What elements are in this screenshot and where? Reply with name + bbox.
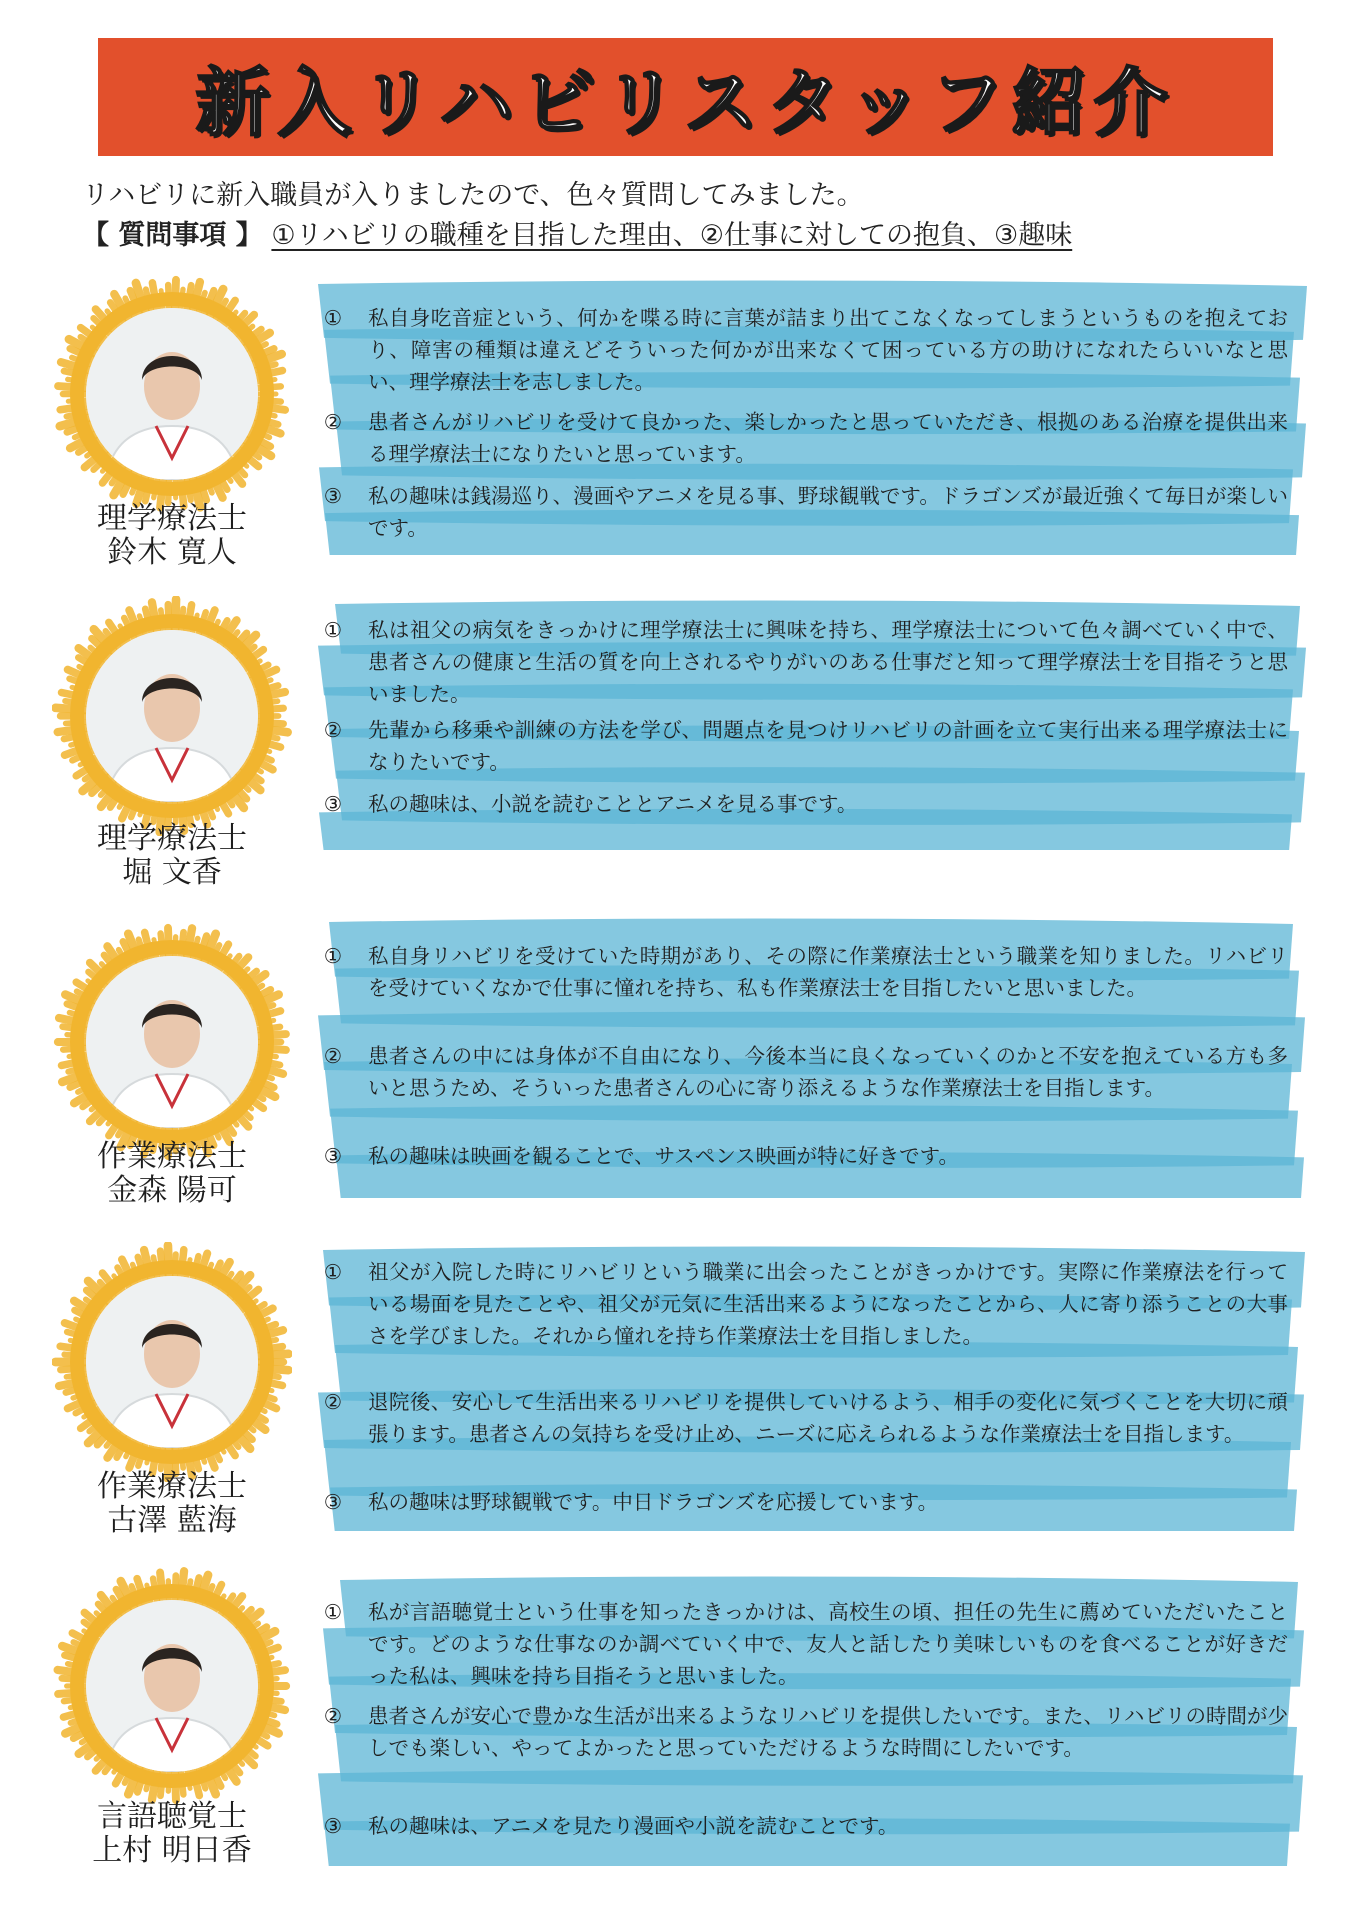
answer-text: 私自身吃音症という、何かを喋る時に言葉が詰まり出てこなくなってしまうというものを抱えており、障害の種類は違えどそういった何かが出来なくて困っている方の助けになれたらいいなと思い、理学療法士を志しました。 bbox=[368, 306, 1288, 394]
question-line bbox=[82, 216, 1282, 256]
question-label: 【 質問事項 】 bbox=[82, 220, 263, 251]
photo-frame bbox=[52, 274, 292, 514]
answer-text: 私は祖父の病気をきっかけに理学療法士に興味を持ち、理学療法士について色々調べていく中で、患者さんの健康と生活の質を向上されるやりがいのある仕事だと知って理学療法士を目指そうと思いました。 bbox=[368, 618, 1288, 706]
answer-number: ① bbox=[323, 618, 343, 642]
answer-number: ③ bbox=[323, 1144, 343, 1168]
answer-panel bbox=[318, 280, 1313, 555]
page-title: 新入リハビリスタッフ紹介 bbox=[195, 60, 1176, 146]
answer-number: ③ bbox=[323, 1490, 343, 1514]
staff-photo bbox=[86, 1600, 258, 1772]
staff-role: 理学療法士 bbox=[97, 821, 247, 856]
staff-photo bbox=[86, 956, 258, 1128]
answer-text: 私が言語聴覚士という仕事を知ったきっかけは、高校生の頃、担任の先生に薦めていただいたことです。どのような仕事なのか調べていく中で、友人と話したり美味しいものを食べることが好きだった私は、興味を持ち目指そうと思いました。 bbox=[368, 1600, 1288, 1688]
staff-name: 鈴木 寛人 bbox=[107, 535, 237, 570]
staff-role: 作業療法士 bbox=[97, 1139, 247, 1174]
answer-text: 私の趣味は映画を観ることで、サスペンス映画が特に好きです。 bbox=[368, 1144, 960, 1168]
staff-card bbox=[0, 918, 1357, 1218]
staff-role: 言語聴覚士 bbox=[97, 1799, 247, 1834]
answer-text: 私の趣味は、小説を読むこととアニメを見る事です。 bbox=[368, 792, 858, 816]
answer-text: 患者さんの中には身体が不自由になり、今後本当に良くなっていくのかと不安を抱えている方も多いと思うため、そういった患者さんの心に寄り添えるような作業療法士を目指します。 bbox=[368, 1044, 1288, 1100]
staff-photo bbox=[86, 630, 258, 802]
photo-frame bbox=[52, 922, 292, 1162]
title-banner bbox=[98, 38, 1273, 156]
photo-frame bbox=[52, 1242, 292, 1482]
answer-text: 退院後、安心して生活出来るリハビリを提供していけるよう、相手の変化に気づくことを大切に頑張ります。患者さんの気持ちを受け止め、ニーズに応えられるような作業療法士を目指します。 bbox=[368, 1390, 1288, 1446]
answer-number: ② bbox=[323, 1704, 343, 1728]
staff-photo bbox=[86, 308, 258, 480]
answer-text: 患者さんがリハビリを受けて良かった、楽しかったと思っていただき、根拠のある治療を提供出来る理学療法士になりたいと思っています。 bbox=[368, 410, 1288, 466]
staff-role: 理学療法士 bbox=[97, 501, 247, 536]
intro bbox=[82, 176, 1282, 256]
answer-text: 患者さんが安心で豊かな生活が出来るようなリハビリを提供したいです。また、リハビリの時間が少しでも楽しい、やってよかったと思っていただけるような時間にしたいです。 bbox=[368, 1704, 1288, 1760]
answer-text: 祖父が入院した時にリハビリという職業に出会ったことがきっかけです。実際に作業療法を行っている場面を見たことや、祖父が元気に生活出来るようになったことから、人に寄り添うことの大事さを学びました。それから憧れを持ち作業療法士を目指しました。 bbox=[368, 1260, 1288, 1348]
answer-text: 私の趣味は、アニメを見たり漫画や小説を読むことです。 bbox=[368, 1814, 899, 1838]
staff-photo bbox=[86, 1276, 258, 1448]
photo-frame bbox=[52, 1566, 292, 1806]
answer-number: ① bbox=[323, 1260, 343, 1284]
answer-text: 先輩から移乗や訓練の方法を学び、問題点を見つけリハビリの計画を立て実行出来る理学療法士になりたいです。 bbox=[368, 718, 1288, 774]
staff-name: 堀 文香 bbox=[122, 855, 222, 890]
answer-number: ① bbox=[323, 1600, 343, 1624]
answer-number: ① bbox=[323, 306, 343, 330]
staff-name: 古澤 藍海 bbox=[107, 1503, 237, 1538]
staff-card bbox=[0, 1566, 1357, 1886]
staff-role: 作業療法士 bbox=[97, 1469, 247, 1504]
answer-number: ③ bbox=[323, 1814, 343, 1838]
answer-panel bbox=[318, 600, 1313, 850]
staff-card bbox=[0, 1242, 1357, 1542]
intro-text: リハビリに新入職員が入りましたので、色々質問してみました。 bbox=[82, 180, 864, 211]
staff-name: 金森 陽可 bbox=[107, 1173, 237, 1208]
question-text: ①リハビリの職種を目指した理由、②仕事に対しての抱負、③趣味 bbox=[271, 220, 1073, 251]
answer-text: 私の趣味は銭湯巡り、漫画やアニメを見る事、野球観戦です。ドラゴンズが最近強くて毎日が楽しいです。 bbox=[368, 484, 1288, 540]
answer-text: 私自身リハビリを受けていた時期があり、その際に作業療法士という職業を知りました。リハビリを受けていくなかで仕事に憧れを持ち、私も作業療法士を目指したいと思いました。 bbox=[368, 944, 1288, 1000]
answer-panel bbox=[318, 1576, 1313, 1866]
answer-number: ③ bbox=[323, 792, 343, 816]
answer-number: ② bbox=[323, 718, 343, 742]
answer-number: ② bbox=[323, 1390, 343, 1414]
answer-panel bbox=[318, 918, 1313, 1198]
answer-number: ② bbox=[323, 1044, 343, 1068]
answer-number: ① bbox=[323, 944, 343, 968]
answer-number: ② bbox=[323, 410, 343, 434]
staff-name: 上村 明日香 bbox=[92, 1833, 252, 1868]
answer-number: ③ bbox=[323, 484, 343, 508]
staff-card bbox=[0, 592, 1357, 892]
photo-frame bbox=[52, 596, 292, 836]
staff-card bbox=[0, 270, 1357, 570]
answer-text: 私の趣味は野球観戦です。中日ドラゴンズを応援しています。 bbox=[368, 1490, 939, 1514]
answer-panel bbox=[318, 1246, 1313, 1531]
